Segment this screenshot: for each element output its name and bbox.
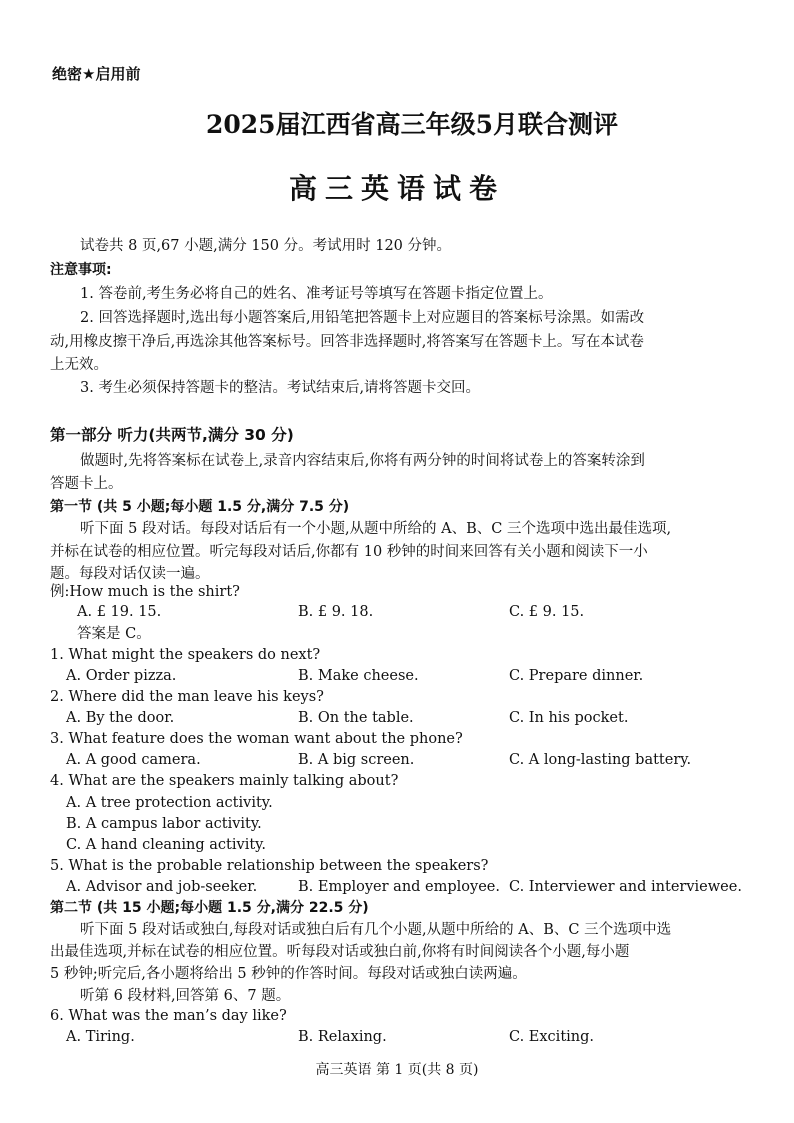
section-2-desc-line-1: 听下面 5 段对话或独白,每段对话或独白后有几个小题,从题中所给的 A、B、C 三个选项中选 — [80, 922, 672, 938]
section-2-heading: 第二节 (共 15 小题;每小题 1.5 分,满分 22.5 分) — [50, 900, 369, 916]
example-option-a: A. £ 19. 15. — [77, 604, 162, 620]
notice-heading: 注意事项: — [50, 262, 112, 278]
question-3-option-b: B. A big screen. — [298, 752, 415, 768]
exam-intro: 试卷共 8 页,67 小题,满分 150 分。考试用时 120 分钟。 — [80, 238, 452, 254]
section-1-desc-line-3: 题。每段对话仅读一遍。 — [50, 566, 210, 582]
question-3-option-c: C. A long-lasting battery. — [509, 752, 692, 768]
question-6: 6. What was the man’s day like? — [50, 1008, 287, 1024]
section-1-desc-line-1: 听下面 5 段对话。每段对话后有一个小题,从题中所给的 A、B、C 三个选项中选出最佳选项, — [80, 521, 672, 537]
notice-item-2-line-1: 2. 回答选择题时,选出每小题答案后,用铅笔把答题卡上对应题目的答案标号涂黑。如需改 — [80, 310, 645, 326]
example-answer: 答案是 C。 — [77, 626, 151, 642]
question-4-option-c: C. A hand cleaning activity. — [66, 837, 267, 853]
question-4-option-b: B. A campus labor activity. — [66, 816, 262, 832]
part-1-heading: 第一部分 听力(共两节,满分 30 分) — [50, 426, 294, 444]
question-3-option-a: A. A good camera. — [66, 752, 201, 768]
confidential-label: 绝密★启用前 — [52, 65, 141, 83]
question-4-option-a: A. A tree protection activity. — [66, 795, 273, 811]
question-2-option-b: B. On the table. — [298, 710, 414, 726]
question-6-option-c: C. Exciting. — [509, 1029, 595, 1045]
question-5-option-a: A. Advisor and job-seeker. — [66, 879, 258, 895]
question-3: 3. What feature does the woman want about the phone? — [50, 731, 463, 747]
material-6-instruction: 听第 6 段材料,回答第 6、7 题。 — [80, 988, 291, 1004]
question-2-option-c: C. In his pocket. — [509, 710, 629, 726]
question-1-option-c: C. Prepare dinner. — [509, 668, 644, 684]
section-1-heading: 第一节 (共 5 小题;每小题 1.5 分,满分 7.5 分) — [50, 499, 350, 515]
question-1: 1. What might the speakers do next? — [50, 647, 321, 663]
question-5-option-c: C. Interviewer and interviewee. — [509, 879, 742, 895]
part-1-desc-line-1: 做题时,先将答案标在试卷上,录音内容结束后,你将有两分钟的时间将试卷上的答案转涂到 — [80, 453, 645, 469]
notice-item-1: 1. 答卷前,考生务必将自己的姓名、准考证号等填写在答题卡指定位置上。 — [80, 286, 553, 302]
page-footer: 高三英语 第 1 页(共 8 页) — [315, 1062, 479, 1078]
notice-item-3: 3. 考生必须保持答题卡的整洁。考试结束后,请将答题卡交回。 — [80, 380, 481, 396]
question-1-option-b: B. Make cheese. — [298, 668, 419, 684]
exam-subtitle: 高三英语试卷 — [288, 172, 505, 205]
notice-item-2-line-3: 上无效。 — [50, 357, 108, 373]
question-5-option-b: B. Employer and employee. — [298, 879, 500, 895]
question-6-option-a: A. Tiring. — [66, 1029, 135, 1045]
question-2-option-a: A. By the door. — [66, 710, 175, 726]
question-6-option-b: B. Relaxing. — [298, 1029, 387, 1045]
notice-item-2-line-2: 动,用橡皮擦干净后,再选涂其他答案标号。回答非选择题时,将答案写在答题卡上。写在本试卷 — [50, 334, 644, 350]
part-1-desc-line-2: 答题卡上。 — [50, 476, 123, 492]
example-option-b: B. £ 9. 18. — [298, 604, 374, 620]
section-2-desc-line-3: 5 秒钟;听完后,各小题将给出 5 秒钟的作答时间。每段对话或独白读两遍。 — [50, 966, 527, 982]
question-5: 5. What is the probable relationship between the speakers? — [50, 858, 489, 874]
section-1-desc-line-2: 并标在试卷的相应位置。听完每段对话后,你都有 10 秒钟的时间来回答有关小题和阅读下一小 — [50, 544, 648, 560]
example-option-c: C. £ 9. 15. — [509, 604, 585, 620]
question-1-option-a: A. Order pizza. — [66, 668, 177, 684]
question-2: 2. Where did the man leave his keys? — [50, 689, 324, 705]
example-question: 例:How much is the shirt? — [50, 584, 240, 600]
question-4: 4. What are the speakers mainly talking about? — [50, 773, 399, 789]
exam-title: 2025届江西省高三年级5月联合测评 — [206, 110, 618, 139]
section-2-desc-line-2: 出最佳选项,并标在试卷的相应位置。听每段对话或独白前,你将有时间阅读各个小题,每小题 — [50, 944, 630, 960]
